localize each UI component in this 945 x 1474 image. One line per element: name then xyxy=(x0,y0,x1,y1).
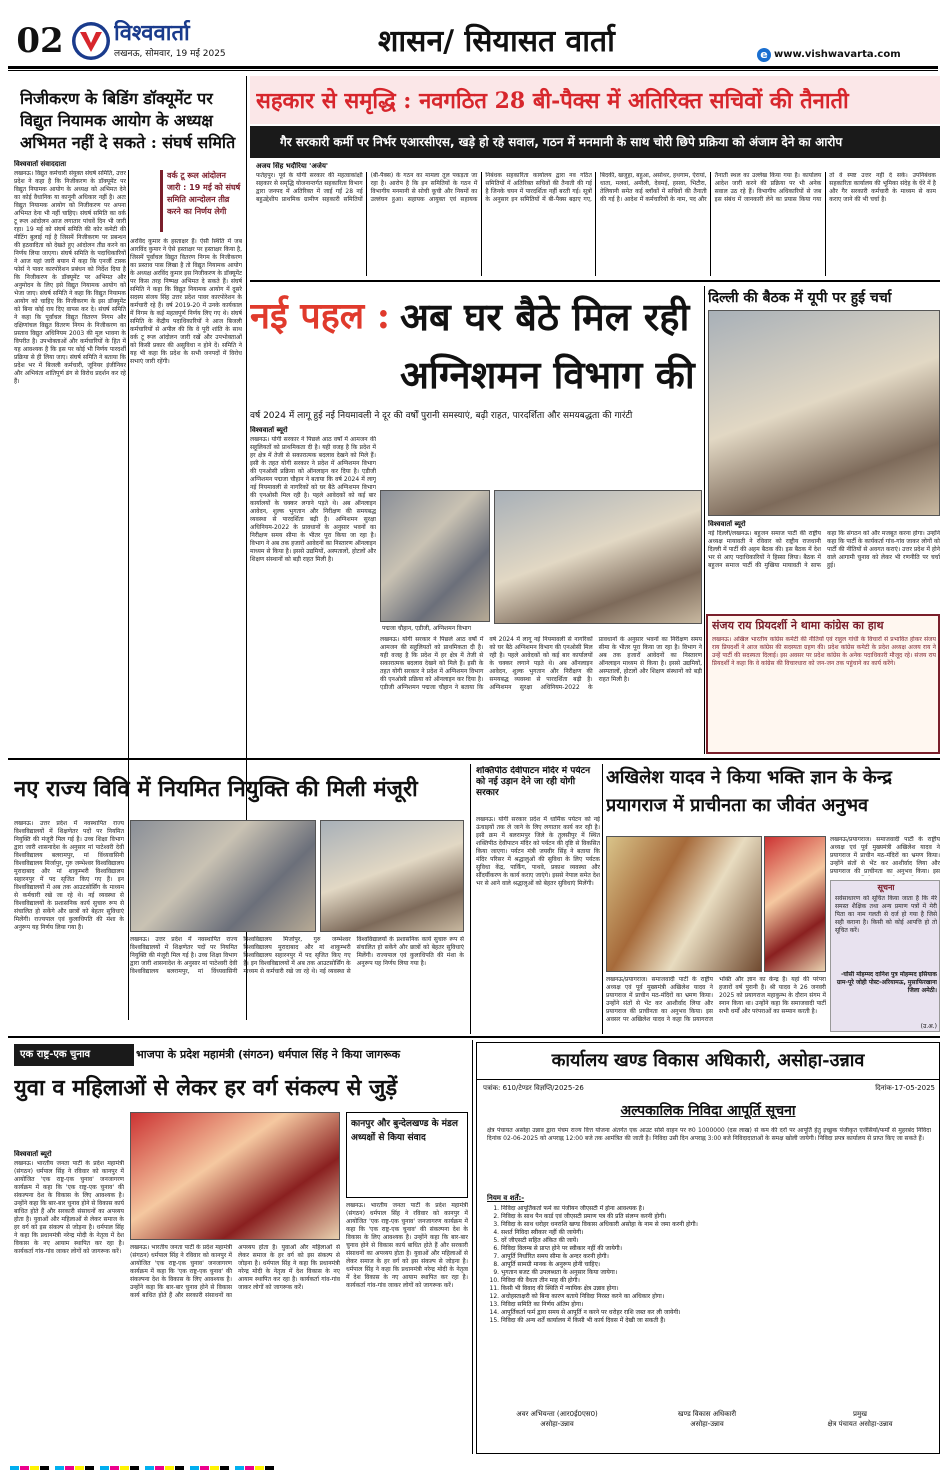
column-divider xyxy=(704,286,705,754)
temple-photo xyxy=(764,836,826,972)
tender-rule-item: 14. आपूर्तिकर्ता फर्म द्वारा समय से आपूर्ति न करने पर धरोहर राशि जब्त कर ली जायेगी। xyxy=(501,1309,931,1317)
sanjay-box xyxy=(706,614,940,754)
website-link[interactable]: www.vishwavarta.com xyxy=(774,49,901,60)
page-number: 02 xyxy=(16,21,64,61)
masthead-rule-thin xyxy=(8,70,938,71)
left-body-2: अरविंद कुमार के हस्ताक्षर हैं। ऐसी स्थिति में जब आरविंद कुमार ने ऐसे हस्ताक्षर पर हस्ताक्षर किया है, जिसमें पूर्वांचल विद्युत वितरण निगम के निजीकरण का प्रस्ताव पास लिखा है तो विद्युत नियामक आयोग के अध्यक्ष अरविंद कुमार इस निजीकरण के डॉक्यूमेंट पर किस तरह निष्पक्ष अभिमत दे सकते हैं। संघर्ष समिति ने कहा कि विद्युत नियामक आयोग में दूसरे सदस्य संजय सिंह उत्तर प्रदेश पावर कारपोरेशन के कर्मचारी रहे हैं। वर्ष 2019-20 में उनके कार्यकाल में निगम के कई महत्वपूर्ण निर्णय लिए गए थे। संघर्ष समिति के केंद्रीय पदाधिकारियों ने आज बिजली कर्मचारियों से अपील की कि वे पूरी शांति के साथ वर्क टू रूल आंदोलन जारी रखें और उपभोक्ताओं को किसी प्रकार की असुविधा न होने दें। समिति ने यह भी कहा कि प्रदेश के सभी जनपदों में विरोध सभाएं जारी रहेंगी। xyxy=(130,238,242,365)
delhi-headline: दिल्ली की बैठक में यूपी पर हुई चर्चा xyxy=(708,290,892,306)
tender-rule xyxy=(477,1079,939,1080)
bjp-body: लखनऊ। भारतीय जनता पार्टी के प्रदेश महामंत्री (संगठन) धर्मपाल सिंह ने रविवार को कानपुर में आयोजित 'एक राष्ट्र-एक चुनाव' जनजागरण कार्यक्रम में कहा कि 'एक राष्ट्र-एक चुनाव' की संकल्पना देश के विकास के लिए आवश्यक है। उन्होंने कहा कि बार-बार चुनाव होने से विकास कार्य बाधित होते हैं और सरकारी संसाधनों का अपव्यय होता है। युवाओं और महिलाओं से लेकर समाज के हर वर्ग को इस संकल्प से जोड़ना है। धर्मपाल सिंह ने कहा कि प्रधानमंत्री नरेन्द्र मोदी के नेतृत्व में देश विकास के नए आयाम स्थापित कर रहा है। कार्यकर्ता गांव-गांव जाकर लोगों को जागरूक करें। xyxy=(130,1244,340,1299)
section-title: शासन/ सियासत वार्ता xyxy=(378,24,615,59)
fire-subhead: वर्ष 2024 में लागू हुई नई नियमावली ने दूर की वर्षों पुरानी समस्याएं, बढ़ी राहत, पारदर्शिता और समयबद्धता की गारंटी xyxy=(250,411,633,421)
fire-headline: अब घर बैठे मिल रही अग्निशमन विभाग की xyxy=(400,294,695,397)
column-divider xyxy=(472,1040,473,1454)
univ-body: लखनऊ। उत्तर प्रदेश में नवस्थापित राज्य विश्वविद्यालयों में शिक्षणेतर पदों पर नियमित नियुक्ति की मंजूरी मिल गई है। उच्च शिक्षा विभाग द्वारा जारी शासनादेश के अनुसार मां पाटेश्वरी देवी विश्वविद्यालय बलरामपुर, मां विंध्यवासिनी विश्वविद्यालय मिर्जापुर, गुरु जम्भेश्वर विश्वविद्यालय मुरादाबाद और मां शाकुम्भरी विश्वविद्यालय सहारनपुर में पद सृजित किए गए हैं। इन विश्वविद्यालयों में अब तक आउटसोर्सिंग के माध्यम से कर्मचारी रखे जा रहे थे। नई व्यवस्था से विश्वविद्यालयों के प्रशासनिक कार्य सुचारु रूप से संचालित हो सकेंगे और छात्रों को बेहतर सुविधाएं मिलेंगी। राज्यपाल एवं कुलाधिपति की मंशा के अनुरूप यह निर्णय लिया गया है। xyxy=(130,936,464,975)
tender-rule-item: 13. निविदा समिति का निर्णय अंतिम होगा। xyxy=(501,1301,931,1309)
tender-rule-item: 2. निविदा के साथ पैन कार्ड एवं जीएसटी प्रमाण पत्र की प्रति संलग्न करनी होगी। xyxy=(501,1213,931,1221)
tender-rule-item: 6. निविदा विलम्ब से प्राप्त होने पर स्वीकार नहीं की जायेगी। xyxy=(501,1245,931,1253)
brand-logo-icon xyxy=(72,22,110,60)
tender-rules xyxy=(487,1205,931,1395)
section-rule xyxy=(8,1036,940,1038)
sanjay-headline: संजय राय प्रियदर्शी ने थामा कांग्रेस का हाथ xyxy=(712,619,884,632)
fire-body-lower: लखनऊ। योगी सरकार ने पिछले आठ वर्षों में आमजन की सहूलियतों को प्राथमिकता दी है। यही वजह है कि प्रदेश में हर क्षेत्र में तेजी से सकारात्मक बदलाव देखने को मिले हैं। इसी के तहत योगी सरकार ने प्रदेश में अग्निशमन विभाग की एनओसी प्रक्रिया को ऑनलाइन कर दिया है। एडीजी अग्निशमन पद्मजा चौहान ने बताया कि वर्ष 2024 में लागू नई नियमावली से नागरिकों को घर बैठे अग्निशमन विभाग की एनओसी मिल रही है। पहले आवेदकों को कई बार कार्यालयों के चक्कर लगाने पड़ते थे। अब ऑनलाइन आवेदन, शुल्क भुगतान और निरीक्षण की समयबद्ध व्यवस्था से पारदर्शिता बढ़ी है। अग्निशमन सुरक्षा अधिनियम-2022 के प्रावधानों के अनुसार भवनों का निरीक्षण समय सीमा के भीतर पूरा किया जा रहा है। विभाग ने अब तक हजारों आवेदनों का निस्तारण ऑनलाइन माध्यम से किया है। इससे उद्यमियों, अस्पतालों, होटलों और शिक्षण संस्थानों को बड़ी राहत मिली है। xyxy=(380,636,702,691)
bjp-byline: विश्ववार्ता ब्यूरो xyxy=(14,1150,52,1158)
section-rule xyxy=(8,758,940,760)
tender-rule-item: 15. निविदा की अन्य शर्तें कार्यालय में किसी भी कार्य दिवस में देखी जा सकती हैं। xyxy=(501,1317,931,1325)
tender-intro: क्षेत्र पंचायत असोहा उन्नाव द्वारा पंचम राज्य वित्त योजना अंतर्गत एक आउट सोर्स वाहन पर रु0 1000000 (दस लाख) से कम की दरों पर आपूर्ति हेतु इच्छुक पंजीकृत एजेंसियों/फर्मों से मुहरबंद निविदा दिनांक 02-06-2025 को अपराह्न 12:00 बजे तक आमंत्रित की जाती है। निविदा उसी दिन अपराह्न 3:00 बजे निविदादाताओं के समक्ष खोली जायेगी। निविदा प्रपत्र कार्यालय से प्राप्त किए जा सकते हैं। xyxy=(487,1127,931,1142)
top-body: फतेहपुर। पूर्व के योगी सरकार की महत्वाकांक्षी सहकार से समृद्धि योजनान्तर्गत सहकारिता विभाग द्वारा जनपद में अतिरिक्त में जाई गईं 28 नई बहुउद्देशीय प्राथमिक ग्रामीण सहकारी समितियों (बी-पैक्स) के गठन का मामला तूल पकड़ता जा रहा है। आरोप है कि इन समितियों के गठन में विभागीय मनमानी से सोची कूची और नियमों का उल्लंघन हुआ। सहायक आयुक्त एवं सहायक निबंधक सहकारिता कार्यालय द्वारा नव गठित समितियों में अतिरिक्त सचिवों की तैनाती की गई है जिनके चयन में पारदर्शिता नहीं बरती गई। सूत्रों के अनुसार इन समितियों में बी-पैक्स बढ़ाए गए, बिंदकी, खजुहा, बहुआ, असोथर, हथगाम, ऐरायां, धाता, मलवां, अमौली, देवमई, हसवा, भिटौरा, तेलियानी समेत कई ब्लॉकों में सचिवों की तैनाती की गई है। आदेश में कर्मचारियों के नाम, पद और तैनाती स्थल का उल्लेख किया गया है। कार्यालय आदेश जारी करने की प्रक्रिया पर भी अनेक सवाल उठ रहे हैं। विभागीय अधिकारियों से जब इस संबंध में जानकारी लेने का प्रयास किया गया तो वे स्पष्ट उत्तर नहीं दे सके। उपनिबंधक सहकारिता कार्यालय की भूमिका संदेह के घेरे में है और गैर सरकारी कर्मचारी के माध्यम से काम कराए जाने की भी चर्चा है। xyxy=(256,172,936,203)
notice-body: सर्वसाधारण को सूचित किया जाता है कि मेरे समस्त शैक्षिक तथा अन्य प्रमाण पत्रों में मेरी पिता का नाम गलती से दर्ज हो गया है जिसे सही कराना है। किसी को कोई आपत्ति हो तो सूचित करें। xyxy=(835,895,937,934)
bjp-inset: कानपुर और बुन्देलखण्ड के मंडल अध्यक्षों से किया संवाद xyxy=(346,1112,468,1198)
dateline: लखनऊ, सोमवार, 19 मई 2025 xyxy=(114,49,226,59)
notice-box xyxy=(830,880,940,1032)
top-subhead: गैर सरकारी कर्मी पर निर्भर एआरसीएस, खड़े हो रहे सवाल, गठन में मनमानी के साथ चोरी छिपे प्रक्रिया को अंजाम देने का आरोप xyxy=(280,135,843,149)
officer-photo-caption: पद्मजा चौहान, एडीजी, अग्निशमन विभाग xyxy=(382,625,471,632)
tender-ref: पत्रांक: 610/टेण्डर विज्ञप्ति/2025-26 xyxy=(483,1084,584,1092)
sign-je xyxy=(487,1409,627,1429)
bjp-body-left: लखनऊ। भारतीय जनता पार्टी के प्रदेश महामंत्री (संगठन) धर्मपाल सिंह ने रविवार को कानपुर में आयोजित 'एक राष्ट्र-एक चुनाव' जनजागरण कार्यक्रम में कहा कि 'एक राष्ट्र-एक चुनाव' की संकल्पना देश के विकास के लिए आवश्यक है। उन्होंने कहा कि बार-बार चुनाव होने से विकास कार्य बाधित होते हैं और सरकारी संसाधनों का अपव्यय होता है। युवाओं और महिलाओं से लेकर समाज के हर वर्ग को इस संकल्प से जोड़ना है। धर्मपाल सिंह ने कहा कि प्रधानमंत्री नरेन्द्र मोदी के नेतृत्व में देश विकास के नए आयाम स्थापित कर रहा है। कार्यकर्ता गांव-गांव जाकर लोगों को जागरूक करें। xyxy=(14,1160,124,1255)
top-subhead-band xyxy=(250,126,940,158)
tender-rule-item: 4. सशर्त निविदा स्वीकार नहीं की जायेगी। xyxy=(501,1229,931,1237)
akhilesh-photo xyxy=(606,836,762,972)
officer-photo xyxy=(380,490,490,622)
akhilesh-body: लखनऊ/प्रयागराज। समाजवादी पार्टी के राष्ट्रीय अध्यक्ष एवं पूर्व मुख्यमंत्री अखिलेश यादव ने प्रयागराज में प्राचीन मठ-मंदिरों का भ्रमण किया। उन्होंने संतों से भेंट कर आशीर्वाद लिया और प्रयागराज की प्राचीनता का अनुभव किया। इस अवसर पर अखिलेश यादव ने कहा कि प्रयागराज भक्ति और ज्ञान का केन्द्र है। यहां की परंपरा हजारों वर्ष पुरानी है। श्री यादव ने 26 जनवरी 2025 को प्रयागराज महाकुम्भ के दौरान संगम में स्नान किया था। उन्होंने कहा कि समाजवादी पार्टी सभी धर्मों और परंपराओं का सम्मान करती है। xyxy=(606,976,826,1023)
tender-rules-title: नियम व शर्तें:- xyxy=(487,1194,525,1202)
column-divider xyxy=(470,764,471,1034)
tender-rule-item: 12. अधोहस्ताक्षरी को बिना कारण बताये निविदा निरस्त करने का अधिकार होगा। xyxy=(501,1293,931,1301)
tender-title: अल्पकालिक निविदा आपूर्ति सूचना xyxy=(620,1103,796,1119)
delhi-body: नई दिल्ली/लखनऊ। बहुजन समाज पार्टी की राष्ट्रीय अध्यक्ष मायावती ने रविवार को राष्ट्रीय राजधानी दिल्ली में पार्टी की अहम बैठक की। इस बैठक में देश भर से आए पदाधिकारियों ने हिस्सा लिया। बैठक में बहुजन समाज पार्टी की मुखिया मायावती ने साफ कहा कि संगठन को और मजबूत करना होगा। उन्होंने कहा कि पार्टी के कार्यकर्ता गांव-गांव जाकर लोगों को पार्टी की नीतियों से अवगत कराएं। उत्तर प्रदेश में होने वाले आगामी चुनाव को लेकर भी रणनीति पर चर्चा हुई। xyxy=(708,530,940,569)
top-byline: अजय सिंह भदौरिया 'अजेय' xyxy=(256,162,329,170)
top-headline: सहकार से समृद्धि : नवगठित 28 बी-पैक्स में अतिरिक्त सचिवों की तैनाती xyxy=(256,88,849,114)
tender-rule-item: 1. निविदा आपूर्तिकर्ता फर्म का पंजीयन जीएसटी में होना आवश्यक है। xyxy=(501,1205,931,1213)
column-divider xyxy=(602,764,603,1034)
left-callout: वर्क टू रूल आंदोलन जारी : 19 मई को संघर्ष समिति आन्दोलन तीव्र करने का निर्णय लेगी xyxy=(160,170,242,232)
devipatan-headline: शक्तिपीठ देवीपाटन मंदिर में पर्यटन को नई उड़ान देने जा रही योगी सरकार xyxy=(476,766,591,798)
color-registration-strip xyxy=(10,1460,935,1470)
sign-pramukh xyxy=(787,1409,933,1429)
notice-signature: -घोसी मोहम्मद दानिश पुत्र मोहम्मद इसियाक ग्राम-पूरे जोही पोस्ट-अरियामऊ, मुसाफिरखाना जिला अमेठी। xyxy=(836,971,937,994)
sign-je-place: असोहा-उन्नाव xyxy=(540,1420,574,1428)
akhilesh-body-right: लखनऊ/प्रयागराज। समाजवादी पार्टी के राष्ट्रीय अध्यक्ष एवं पूर्व मुख्यमंत्री अखिलेश यादव ने प्रयागराज में प्राचीन मठ-मंदिरों का भ्रमण किया। उन्होंने संतों से भेंट कर आशीर्वाद लिया और प्रयागराज की प्राचीनता का अनुभव किया। इस xyxy=(830,836,940,875)
tender-rule-item: 11. किसी भी विवाद की स्थिति में न्यायिक क्षेत्र उन्नाव होगा। xyxy=(501,1285,931,1293)
tender-date: दिनांक-17-05-2025 xyxy=(875,1084,935,1092)
bjp-body-right: लखनऊ। भारतीय जनता पार्टी के प्रदेश महामंत्री (संगठन) धर्मपाल सिंह ने रविवार को कानपुर में आयोजित 'एक राष्ट्र-एक चुनाव' जनजागरण कार्यक्रम में कहा कि 'एक राष्ट्र-एक चुनाव' की संकल्पना देश के विकास के लिए आवश्यक है। उन्होंने कहा कि बार-बार चुनाव होने से विकास कार्य बाधित होते हैं और सरकारी संसाधनों का अपव्यय होता है। युवाओं और महिलाओं से लेकर समाज के हर वर्ग को इस संकल्प से जोड़ना है। धर्मपाल सिंह ने कहा कि प्रधानमंत्री नरेन्द्र मोदी के नेतृत्व में देश विकास के नए आयाम स्थापित कर रहा है। कार्यकर्ता गांव-गांव जाकर लोगों को जागरूक करें। xyxy=(346,1202,468,1289)
sign-je-role: अवर अभियन्ता (आर0ई0एस0) xyxy=(516,1410,598,1418)
tender-rule-item: 5. दरें जीएसटी सहित अंकित की जायें। xyxy=(501,1237,931,1245)
univ-photo xyxy=(130,820,316,932)
tender-box xyxy=(476,1042,940,1454)
delhi-byline: विश्ववार्ता ब्यूरो xyxy=(708,520,746,528)
masthead-rule xyxy=(8,66,938,69)
sign-pramukh-role: प्रमुख xyxy=(853,1410,867,1418)
bjp-headline: युवा व महिलाओं से लेकर हर वर्ग संकल्प से जुड़ें xyxy=(14,1075,398,1101)
tender-office: कार्यालय खण्ड विकास अधिकारी, असोहा-उन्नाव xyxy=(551,1050,865,1071)
rally-photo xyxy=(130,1112,340,1240)
left-byline: विश्ववार्ता संवाददाता xyxy=(14,160,67,168)
tender-rule-item: 9. भुगतान बजट की उपलब्धता के अनुसार किया जायेगा। xyxy=(501,1269,931,1277)
firefighters-photo xyxy=(494,490,702,624)
tender-rule-item: 8. आपूर्ति सामग्री मानक के अनुरूप होनी चाहिए। xyxy=(501,1261,931,1269)
bjp-kicker: भाजपा के प्रदेश महामंत्री (संगठन) धर्मपाल सिंह ने किया जागरूक xyxy=(136,1048,401,1061)
tender-rule-item: 10. निविदा की वैधता तीन माह की होगी। xyxy=(501,1277,931,1285)
brand-name: विश्ववार्ता xyxy=(114,20,190,46)
fire-byline: विश्ववार्ता ब्यूरो xyxy=(250,426,288,434)
sign-pramukh-place: क्षेत्र पंचायत असोहा-उन्नाव xyxy=(827,1420,893,1428)
notice-code: (उ.अ.) xyxy=(920,1023,937,1030)
sign-bdo-place: असोहा-उन्नाव xyxy=(690,1420,724,1428)
left-headline: निजीकरण के बिडिंग डॉक्यूमेंट पर विद्युत नियामक आयोग के अध्यक्ष अभिमत नहीं दे सकते : संघर्ष समिति xyxy=(20,89,236,152)
section-rule xyxy=(250,280,940,282)
bjp-tag: एक राष्ट्र-एक चुनाव xyxy=(14,1044,134,1066)
sanjay-body: लखनऊ। अखिल भारतीय कांग्रेस कमेटी की नीतियों एवं राहुल गांधी के विचारों से प्रभावित होकर संजय राय प्रियदर्शी ने आज कांग्रेस की सदस्यता ग्रहण की। प्रदेश कांग्रेस कमेटी के प्रदेश अध्यक्ष अजय राय ने उन्हें पार्टी की सदस्यता दिलाई। इस अवसर पर प्रदेश कांग्रेस के अनेक पदाधिकारी मौजूद रहे। संजय राय प्रियदर्शी ने कहा कि वे कांग्रेस की विचारधारा को जन-जन तक पहुंचाने का कार्य करेंगे। xyxy=(712,636,936,667)
fire-body-col: लखनऊ। योगी सरकार ने पिछले आठ वर्षों में आमजन की सहूलियतों को प्राथमिकता दी है। यही वजह है कि प्रदेश में हर क्षेत्र में तेजी से सकारात्मक बदलाव देखने को मिले हैं। इसी के तहत योगी सरकार ने प्रदेश में अग्निशमन विभाग की एनओसी प्रक्रिया को ऑनलाइन कर दिया है। एडीजी अग्निशमन पद्मजा चौहान ने बताया कि वर्ष 2024 में लागू नई नियमावली से नागरिकों को घर बैठे अग्निशमन विभाग की एनओसी मिल रही है। पहले आवेदकों को कई बार कार्यालयों के चक्कर लगाने पड़ते थे। अब ऑनलाइन आवेदन, शुल्क भुगतान और निरीक्षण की समयबद्ध व्यवस्था से पारदर्शिता बढ़ी है। अग्निशमन सुरक्षा अधिनियम-2022 के प्रावधानों के अनुसार भवनों का निरीक्षण समय सीमा के भीतर पूरा किया जा रहा है। विभाग ने अब तक हजारों आवेदनों का निस्तारण ऑनलाइन माध्यम से किया है। इससे उद्यमियों, अस्पतालों, होटलों और शिक्षण संस्थानों को बड़ी राहत मिली है। xyxy=(250,436,376,563)
tender-rule-item: 3. निविदा के साथ धरोहर धनराशि खण्ड विकास अधिकारी असोहा के नाम से जमा करनी होगी। xyxy=(501,1221,931,1229)
univ-headline: नए राज्य विवि में नियमित नियुक्ति की मिली मंजूरी xyxy=(14,776,418,802)
page-number-box xyxy=(10,20,70,62)
web-icon: e xyxy=(757,48,771,62)
fire-tag: नई पहल : xyxy=(250,295,390,337)
univ-body-left: लखनऊ। उत्तर प्रदेश में नवस्थापित राज्य विश्वविद्यालयों में शिक्षणेतर पदों पर नियमित नियुक्ति की मंजूरी मिल गई है। उच्च शिक्षा विभाग द्वारा जारी शासनादेश के अनुसार मां पाटेश्वरी देवी विश्वविद्यालय बलरामपुर, मां विंध्यवासिनी विश्वविद्यालय मिर्जापुर, गुरु जम्भेश्वर विश्वविद्यालय मुरादाबाद और मां शाकुम्भरी विश्वविद्यालय सहारनपुर में पद सृजित किए गए हैं। इन विश्वविद्यालयों में अब तक आउटसोर्सिंग के माध्यम से कर्मचारी रखे जा रहे थे। नई व्यवस्था से विश्वविद्यालयों के प्रशासनिक कार्य सुचारु रूप से संचालित हो सकेंगे और छात्रों को बेहतर सुविधाएं मिलेंगी। राज्यपाल एवं कुलाधिपति की मंशा के अनुरूप यह निर्णय लिया गया है। xyxy=(14,820,124,931)
left-body: लखनऊ। विद्युत कर्मचारी संयुक्त संघर्ष समिति, उत्तर प्रदेश ने कहा है कि निजीकरण के डॉक्यूमेंट पर विद्युत नियामक आयोग के अध्यक्ष को अभिमत देने का कोई वैधानिक या कानूनी अधिकार नहीं है। अतः विद्युत नियामक आयोग को निजीकरण पर अपना अभिमत देना भी नहीं चाहिए। संघर्ष समिति का वर्क टू रूल आंदोलन आज लगातार पांचवें दिन भी जारी रहा। 19 मई को संघर्ष समिति की कोर कमेटी की मीटिंग बुलाई गई है जिसमें निजीकरण पर प्रबन्धन की हठवादिता को देखते हुए आंदोलन तीव्र करने का निर्णय लिया जाएगा। संघर्ष समिति के पदाधिकारियों ने आज यहां जारी बयान में कहा कि एनर्जी टास्क फोर्स ने पावर कारपोरेशन प्रबंधन को निर्देश दिया है कि निजीकरण के डॉक्यूमेंट पर अभिमत और अनुमोदन के लिए इसे विद्युत नियामक आयोग को भेजा जाए। संघर्ष समिति ने कहा कि विद्युत नियामक आयोग को चाहिए कि निजीकरण के इस डॉक्यूमेंट को बिना कोई राय दिए वापस कर दे। संघर्ष समिति ने कहा कि पूर्वांचल विद्युत वितरण निगम और दक्षिणांचल विद्युत वितरण निगम के निजीकरण का प्रस्ताव विद्युत अधिनियम 2003 की मूल भावना के विपरीत है। उपभोक्ताओं और कर्मचारियों के हित में यह आवश्यक है कि इस पर कोई भी निर्णय पारदर्शी प्रक्रिया से ही लिया जाए। संघर्ष समिति ने बताया कि प्रदेश भर में बिजली कर्मचारी, जूनियर इंजीनियर और अभियंता शांतिपूर्ण ढंग से विरोध प्रदर्शन कर रहे हैं। xyxy=(14,170,126,385)
top-headline-band xyxy=(250,76,940,124)
sign-bdo-role: खण्ड विकास अधिकारी xyxy=(677,1410,737,1418)
univ-photo-2 xyxy=(320,820,464,932)
column-divider xyxy=(128,170,129,1020)
notice-title: सूचना xyxy=(877,883,895,892)
devipatan-body: लखनऊ। योगी सरकार प्रदेश में धार्मिक पर्यटन को नई ऊंचाइयों तक ले जाने के लिए लगातार कार्य कर रही है। इसी क्रम में बलरामपुर जिले के तुलसीपुर में स्थित शक्तिपीठ देवीपाटन मंदिर को पर्यटन की दृष्टि से विकसित किया जाएगा। पर्यटन मंत्री जयवीर सिंह ने बताया कि मंदिर परिसर में श्रद्धालुओं की सुविधा के लिए पर्यटक सुविधा केंद्र, पार्किंग, पाथवे, प्रकाश व्यवस्था और सौंदर्यीकरण के कार्य कराए जाएंगे। इससे नेपाल समेत देश भर से आने वाले श्रद्धालुओं को बेहतर सुविधाएं मिलेंगी। xyxy=(476,816,600,887)
akhilesh-headline: अखिलेश यादव ने किया भक्ति ज्ञान के केन्द्र प्रयागराज में प्राचीनता का जीवंत अनुभव xyxy=(606,767,892,816)
tender-rule-item: 7. आपूर्ति निर्धारित समय सीमा के अन्दर करनी होगी। xyxy=(501,1253,931,1261)
meeting-photo xyxy=(708,310,940,516)
sign-bdo xyxy=(637,1409,777,1429)
